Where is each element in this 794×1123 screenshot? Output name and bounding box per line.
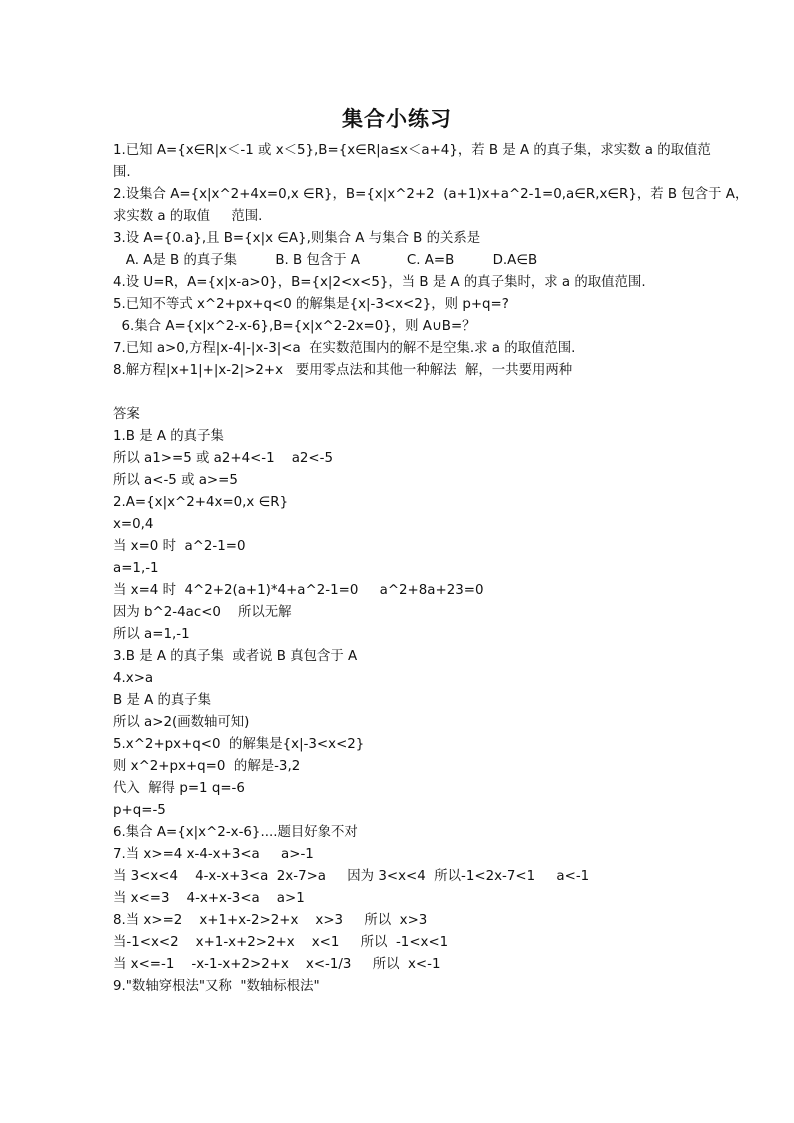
document-body [113,140,749,998]
answer-line: 当 3<x<4 4-x-x+3<a 2x-7>a 因为 3<x<4 所以-1<2x-7<1 a<-1 [113,869,590,884]
question-6: 6.集合 A={x|x^2-x-6},B={x|x^2-2x=0}，则 A∪B=？ [113,319,476,334]
answer-line: 1.B 是 A 的真子集 [113,429,224,444]
page-title: 集合小练习 [342,107,452,131]
answer-line: 9."数轴穿根法"又称 "数轴标根法" [113,979,320,994]
answer-line: 所以 a=1,-1 [113,627,190,642]
answer-line: 7.当 x>=4 x-4-x+3<a a>-1 [113,847,314,862]
answer-line: 5.x^2+px+q<0 的解集是{x|-3<x<2} [113,737,365,752]
question-5: 5.已知不等式 x^2+px+q<0 的解集是{x|-3<x<2}，则 p+q=? [113,297,509,312]
question-1-line-2: 围. [113,165,131,180]
answer-line: 所以 a>2(画数轴可知) [113,715,250,730]
answer-line: 3.B 是 A 的真子集 或者说 B 真包含于 A [113,649,358,664]
question-2-line-1: 2.设集合 A={x|x^2+4x=0,x ∈R}，B={x|x^2+2 (a+1)x+a^2-1=0,a∈R,x∈R}，若 B 包含于 A， [113,187,749,202]
answer-line: 当 x<=-1 -x-1-x+2>2+x x<-1/3 所以 x<-1 [113,957,441,972]
answer-line: 则 x^2+px+q=0 的解是-3,2 [113,759,301,774]
answer-line: 6.集合 A={x|x^2-x-6}....题目好象不对 [113,825,358,840]
answer-line: a=1,-1 [113,561,159,576]
answer-line: p+q=-5 [113,803,166,818]
answers-section [113,404,688,998]
answer-line: 当 x=4 时 4^2+2(a+1)*4+a^2-1=0 a^2+8a+23=0 [113,583,484,598]
question-4: 4.设 U=R，A={x|x-a>0}，B={x|2<x<5}，当 B 是 A 的真子集时，求 a 的取值范围. [113,275,646,290]
answer-line: 2.A={x|x^2+4x=0,x ∈R} [113,495,289,510]
question-3-options: A. A是 B 的真子集 B. B 包含于 A C. A=B D.A∈B [113,253,538,268]
question-8: 8.解方程|x+1|+|x-2|>2+x 要用零点法和其他一种解法 解，一共要用两种 [113,363,573,378]
answer-line: 所以 a<-5 或 a>=5 [113,473,238,488]
answer-line: x=0,4 [113,517,154,532]
answer-line: 所以 a1>=5 或 a2+4<-1 a2<-5 [113,451,333,466]
answer-line: B 是 A 的真子集 [113,693,212,708]
question-2-line-2: 求实数 a 的取值 范围. [113,209,263,224]
answer-line: 4.x>a [113,671,154,686]
answer-line: 当 x<=3 4-x+x-3<a a>1 [113,891,305,906]
answer-line: 当 x=0 时 a^2-1=0 [113,539,246,554]
answers-heading: 答案 [113,407,140,422]
answer-line: 8.当 x>=2 x+1+x-2>2+x x>3 所以 x>3 [113,913,428,928]
answer-line: 当-1<x<2 x+1-x+2>2+x x<1 所以 -1<x<1 [113,935,449,950]
question-3: 3.设 A={0.a},且 B={x|x ∈A},则集合 A 与集合 B 的关系是 [113,231,481,246]
questions-section [113,140,749,382]
answer-line: 代入 解得 p=1 q=-6 [113,781,245,796]
answer-line: 因为 b^2-4ac<0 所以无解 [113,605,292,620]
section-spacer [113,382,688,404]
question-1-line-1: 1.已知 A={x∈R|x＜-1 或 x＜5},B={x∈R|a≤x＜a+4}，若 B 是 A 的真子集，求实数 a 的取值范 [113,143,711,158]
question-7: 7.已知 a>0,方程|x-4|-|x-3|<a 在实数范围内的解不是空集.求 a 的取值范围. [113,341,576,356]
